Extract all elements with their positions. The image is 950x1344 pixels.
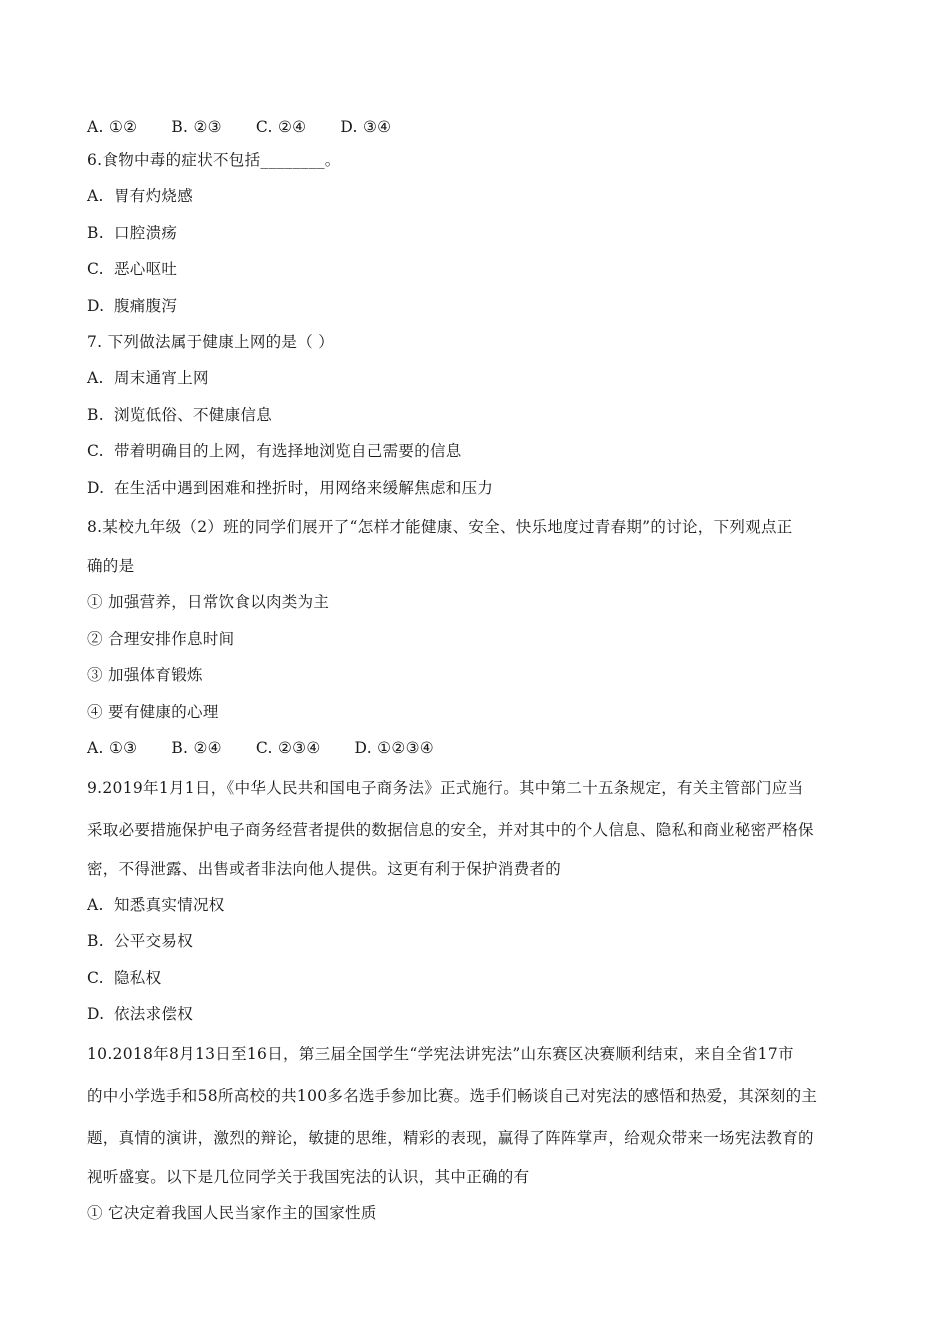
q8-item-1: ① 加强营养，日常饮食以肉类为主	[87, 593, 330, 612]
q6-option-d: D. 腹痛腹泻	[87, 296, 178, 315]
q9-stem-line-2: 采取必要措施保护电子商务经营者提供的数据信息的安全，并对其中的个人信息、隐私和商业秘密严格保	[87, 820, 814, 839]
q10-stem-line-2: 的中小学选手和58所高校的共100多名选手参加比赛。选手们畅谈自己对宪法的感悟和热爱，其深刻的主	[87, 1086, 818, 1105]
exam-page	[87, 112, 867, 1231]
q8-options	[87, 730, 867, 766]
q8-option-d: D. ①②③④	[354, 739, 434, 758]
q6-stem: 6.食物中毒的症状不包括________。	[87, 151, 341, 169]
q9-option-c: C. 隐私权	[87, 968, 162, 987]
q8-item-2: ② 合理安排作息时间	[87, 629, 235, 648]
q7-option-a: A. 周末通宵上网	[87, 369, 209, 388]
q8-option-a: A. ①③	[87, 739, 138, 758]
q6-option-c: C. 恶心呕吐	[87, 260, 178, 279]
q10-stem-line-3: 题，真情的演讲，激烈的辩论，敏捷的思维，精彩的表现，赢得了阵阵掌声，给观众带来一场宪法教育的	[87, 1128, 814, 1147]
q7-stem: 7. 下列做法属于健康上网的是（ ）	[87, 333, 335, 352]
q5-options	[87, 112, 867, 142]
q9-option-d: D. 依法求偿权	[87, 1005, 194, 1024]
q5-option-a: A. ①②	[87, 118, 138, 136]
q6-option-a: A. 胃有灼烧感	[87, 187, 194, 206]
q6-option-b: B. 口腔溃疡	[87, 223, 178, 242]
q8-stem-line-2: 确的是	[87, 557, 135, 576]
q8-item-3: ③ 加强体育锻炼	[87, 666, 203, 685]
q5-option-d: D. ③④	[340, 118, 392, 136]
q9-option-a: A. 知悉真实情况权	[87, 895, 225, 914]
q10-item-1: ① 它决定着我国人民当家作主的国家性质	[87, 1203, 377, 1222]
q7-option-b: B. 浏览低俗、不健康信息	[87, 405, 273, 424]
q7-option-d: D. 在生活中遇到困难和挫折时，用网络来缓解焦虑和压力	[87, 478, 494, 497]
q8-stem-line-1: 8.某校九年级（2）班的同学们展开了“怎样才能健康、安全、快乐地度过青春期”的讨论，下列观点正	[87, 518, 793, 537]
q8-option-b: B. ②④	[171, 739, 222, 758]
q9-option-b: B. 公平交易权	[87, 932, 194, 951]
q9-stem-line-3: 密，不得泄露、出售或者非法向他人提供。这更有利于保护消费者的	[87, 859, 562, 878]
q8-option-c: C. ②③④	[255, 739, 321, 758]
q8-item-4: ④ 要有健康的心理	[87, 702, 219, 721]
q5-option-b: B. ②③	[171, 118, 222, 136]
q10-stem-line-4: 视听盛宴。以下是几位同学关于我国宪法的认识，其中正确的有	[87, 1167, 530, 1186]
q7-option-c: C. 带着明确目的上网，有选择地浏览自己需要的信息	[87, 442, 462, 461]
q10-stem-line-1: 10.2018年8月13日至16日，第三届全国学生“学宪法讲宪法”山东赛区决赛顺利结束，来自全省17市	[87, 1044, 794, 1063]
q9-stem-line-1: 9.2019年1月1日，《中华人民共和国电子商务法》正式施行。其中第二十五条规定，有关主管部门应当	[87, 778, 804, 797]
q5-option-c: C. ②④	[255, 118, 307, 136]
